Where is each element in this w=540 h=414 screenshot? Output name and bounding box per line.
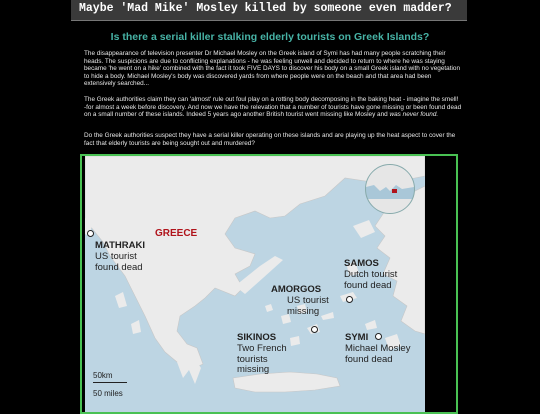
sikinos-note: Two French tourists missing [237, 343, 287, 375]
mathraki-label: MATHRAKI [95, 240, 145, 251]
amorgos-label: AMORGOS [271, 284, 322, 295]
symi-label: SYMI [345, 332, 369, 343]
paragraph-2-text: The Greek authorities claim they can 'almost' rule out foul play on a rotting body decomposing in the baking heat - imagine the smell! -for almost a week before discovery. And now we have the relevation that a number of tourists have gone missing or been found dead on a small number of these islands. Indeed 5 years ago another British tourist went missing like Mosley and [84, 96, 462, 119]
amorgos-marker [311, 326, 318, 333]
greek-islands-map [85, 156, 425, 414]
mathraki-note: US tourist found dead [95, 251, 143, 273]
amorgos-note: US tourist missing [287, 295, 329, 317]
paragraph-2-emphasis: was never found. [389, 111, 439, 119]
samos-note: Dutch tourist found dead [344, 269, 398, 291]
article-subtitle: Is there a serial killer stalking elderly tourists on Greek Islands? [110, 31, 430, 43]
mathraki-marker [87, 230, 94, 237]
map-image-frame [80, 154, 458, 414]
article-paragraph-3: Do the Greek authorities suspect they have a serial killer operating on these islands and are playing up the heat aspect to cover the fact that elderly tourists are being sought out and murdered? [84, 132, 456, 147]
greece-country-label: GREECE [155, 228, 198, 239]
scale-miles-label: 50 miles [93, 389, 123, 398]
article-paragraph-1: The disappearance of television presenter Dr Michael Mosley on the Greek island of Symi has had many people scratching their heads. The suspicions are due to conflicting explanations - he was feeling unwell and decided to return to where he was staying became 'he went on a hike' combined with the fact it took FIVE DAYS to discover his body on a small Greek island with no vegetation to hide a body. Michael Mosley's body was discovered yards from where people were on the beach and that area had been extensively searched... [84, 50, 461, 88]
scale-km-label: 50km [93, 371, 113, 380]
article-paragraph-2 [84, 96, 462, 119]
samos-marker [346, 296, 353, 303]
page-header-title: Maybe 'Mad Mike' Mosley killed by someone even madder? [71, 0, 467, 21]
sikinos-label: SIKINOS [237, 332, 277, 343]
locator-land [366, 165, 414, 213]
scale-bar [93, 382, 127, 383]
samos-label: SAMOS [344, 258, 379, 269]
europe-locator-map [365, 164, 415, 214]
symi-note: Michael Mosley found dead [345, 343, 411, 365]
symi-marker [375, 333, 382, 340]
